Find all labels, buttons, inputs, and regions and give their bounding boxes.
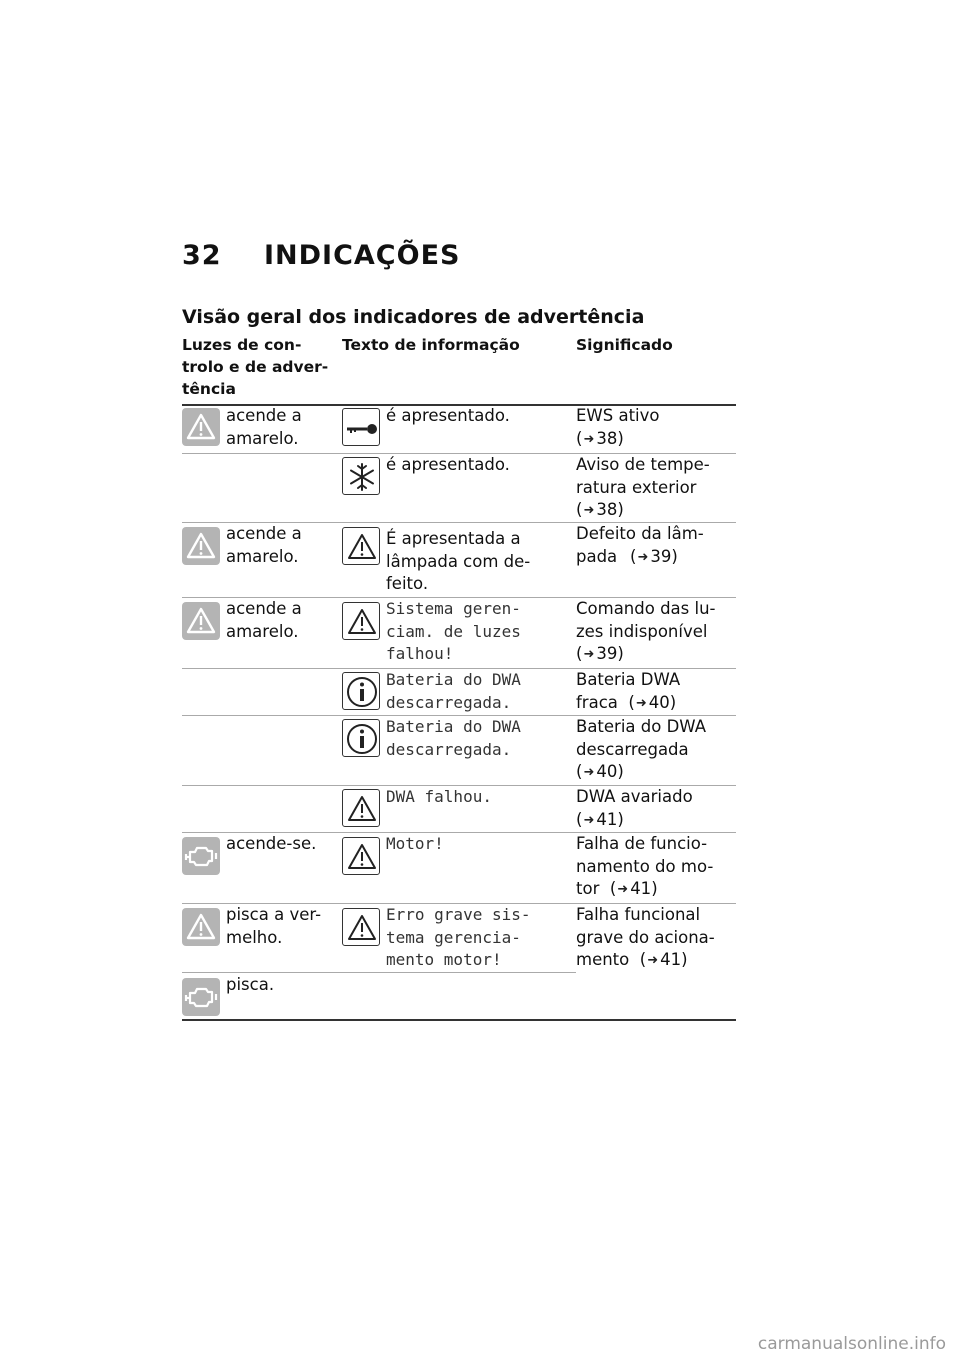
page-reference: (➜ 41): [635, 950, 688, 969]
meaning-text: Falha funcional grave do aciona- mento (➜ 41): [576, 904, 715, 973]
column-header-info: Texto de informação: [342, 336, 520, 354]
page-reference: (➜ 41): [576, 809, 693, 833]
page-reference: (➜ 38): [576, 428, 659, 452]
page-reference: (➜ 41): [605, 879, 658, 898]
meaning-text: DWA avariado (➜ 41): [576, 786, 693, 832]
column-header-meaning: Significado: [576, 336, 673, 354]
info-text: é apresentado.: [386, 406, 510, 425]
page-reference: (➜ 39): [576, 643, 716, 667]
reference-arrow-icon: ➜: [583, 431, 595, 447]
reference-arrow-icon: ➜: [637, 550, 649, 565]
table-rule: [182, 1019, 736, 1021]
light-text: acende a amarelo.: [226, 406, 302, 448]
warning-triangle-icon: [182, 408, 220, 446]
warning-triangle-icon: [342, 602, 380, 640]
light-text: acende a amarelo.: [226, 599, 302, 641]
snowflake-icon: [342, 457, 380, 495]
meaning-text: Defeito da lâm- pada: [576, 524, 704, 566]
info-text: Motor!: [386, 834, 444, 853]
column-header-lights: Luzes de con- trolo e de adver- tência: [182, 336, 329, 398]
info-text: Erro grave sis- tema gerencia- mento motor!: [386, 905, 531, 969]
warning-triangle-icon: [342, 908, 380, 946]
light-text: pisca a ver- melho.: [226, 905, 322, 947]
light-text: acende a amarelo.: [226, 524, 302, 566]
reference-arrow-icon: ➜: [583, 812, 595, 828]
warning-triangle-icon: [182, 602, 220, 640]
reference-arrow-icon: ➜: [583, 647, 595, 662]
warning-triangle-icon: [182, 908, 220, 946]
reference-arrow-icon: ➜: [583, 503, 595, 518]
info-text: Bateria do DWA descarregada.: [386, 717, 521, 759]
info-text: é apresentado.: [386, 455, 510, 474]
warning-triangle-icon: [342, 527, 380, 565]
info-text: DWA falhou.: [386, 787, 492, 806]
meaning-text: Falha de funcio- namento do mo- tor (➜ 41): [576, 833, 713, 902]
section-title: Visão geral dos indicadores de advertência: [182, 306, 645, 328]
engine-icon: [182, 978, 220, 1016]
meaning-text: Comando das lu- zes indisponível (➜ 39): [576, 598, 716, 667]
engine-icon: [182, 837, 220, 875]
page-reference: (➜ 39): [630, 546, 678, 570]
reference-arrow-icon: ➜: [583, 765, 595, 780]
info-icon: [342, 672, 380, 710]
meaning-text: Bateria do DWA descarregada (➜ 40): [576, 716, 706, 785]
page-reference: (➜ 40): [623, 693, 676, 712]
info-text: É apresentada a lâmpada com de- feito.: [386, 529, 531, 593]
reference-arrow-icon: ➜: [635, 695, 647, 711]
reference-arrow-icon: ➜: [647, 953, 659, 968]
page-number: 32: [182, 240, 222, 271]
reference-arrow-icon: ➜: [617, 882, 629, 897]
info-icon: [342, 719, 380, 757]
warning-triangle-icon: [342, 837, 380, 875]
chapter-title: INDICAÇÕES: [264, 240, 461, 271]
info-text: Sistema geren- ciam. de luzes falhou!: [386, 599, 521, 663]
info-text: Bateria do DWA descarregada.: [386, 670, 521, 712]
page-reference: (➜ 40): [576, 761, 706, 785]
light-text: acende-se.: [226, 834, 317, 853]
light-text: pisca.: [226, 975, 275, 994]
table-rule: [182, 972, 576, 973]
warning-triangle-icon: [182, 527, 220, 565]
meaning-text: Aviso de tempe- ratura exterior (➜ 38): [576, 454, 710, 523]
meaning-text: EWS ativo (➜ 38): [576, 405, 659, 451]
key-icon: [342, 408, 380, 446]
page-reference: (➜ 38): [576, 499, 710, 523]
warning-triangle-icon: [342, 789, 380, 827]
meaning-text: Bateria DWA fraca (➜ 40): [576, 669, 680, 715]
page-header: [182, 240, 460, 271]
watermark-footer: carmanualsonline.info: [757, 1334, 946, 1354]
